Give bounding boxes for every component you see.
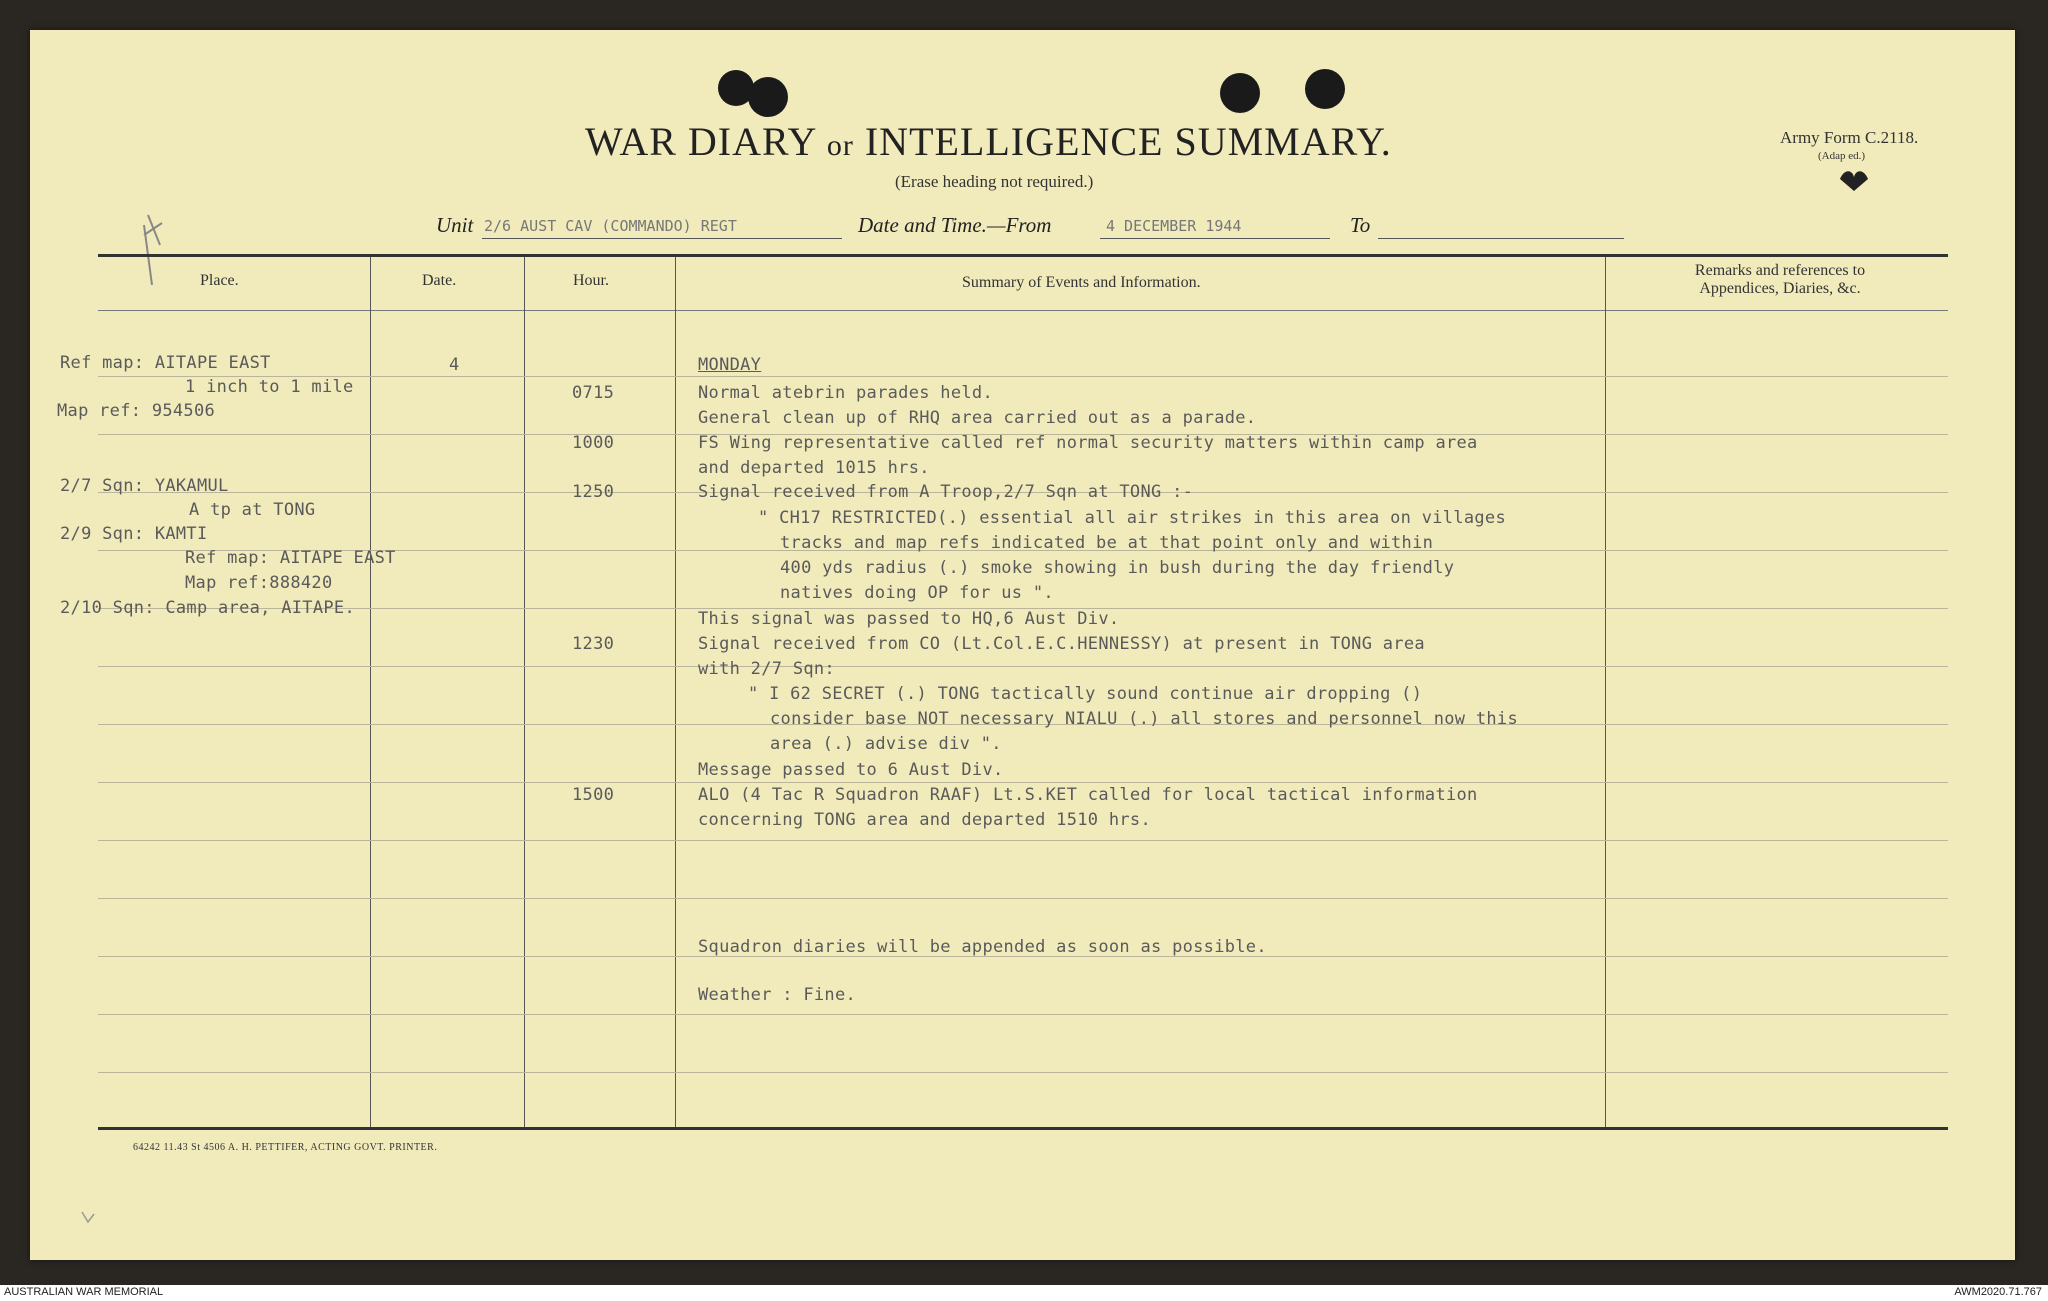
summary-line: Message passed to 6 Aust Div. xyxy=(698,760,1004,780)
punch-hole xyxy=(1220,73,1260,113)
summary-line: Squadron diaries will be appended as soon as possible. xyxy=(698,937,1267,957)
place-entry: Ref map: AITAPE EAST xyxy=(60,353,271,373)
place-entry: Ref map: AITAPE EAST xyxy=(185,548,396,568)
date-entry: 4 xyxy=(449,355,460,375)
summary-line: Weather : Fine. xyxy=(698,985,857,1005)
summary-line: ALO (4 Tac R Squadron RAAF) Lt.S.KET called for local tactical information xyxy=(698,785,1478,805)
place-entry: 2/7 Sqn: YAKAMUL xyxy=(60,476,229,496)
unit-label: Unit xyxy=(436,213,474,237)
pencil-tick xyxy=(78,1208,98,1228)
col-date: Date. xyxy=(422,272,457,289)
summary-line: Normal atebrin parades held. xyxy=(698,383,993,403)
summary-line: Signal received from A Troop,2/7 Sqn at TONG :- xyxy=(698,482,1194,502)
army-form-number: Army Form C.2118. xyxy=(1780,128,1919,147)
date-label: Date and Time.—From xyxy=(858,213,1052,237)
col-remarks: Remarks and references to Appendices, Diaries, &c. xyxy=(1694,262,1866,297)
form-title: WAR DIARY or INTELLIGENCE SUMMARY. xyxy=(585,119,1392,164)
place-entry: Map ref: 954506 xyxy=(57,401,216,421)
place-entry: 2/9 Sqn: KAMTI xyxy=(60,524,208,544)
summary-line: Signal received from CO (Lt.Col.E.C.HENNESSY) at present in TONG area xyxy=(698,634,1425,654)
crest-stamp xyxy=(1836,165,1872,193)
unit-value: 2/6 AUST CAV (COMMANDO) REGT xyxy=(484,217,737,235)
hour-entry: 1250 xyxy=(572,482,615,502)
summary-line: consider base NOT necessary NIALU (.) all stores and personnel now this xyxy=(770,709,1518,729)
col-hour: Hour. xyxy=(573,272,609,289)
summary-line: MONDAY xyxy=(698,355,762,375)
summary-line: " CH17 RESTRICTED(.) essential all air strikes in this area on villages xyxy=(758,508,1506,528)
summary-line: concerning TONG area and departed 1510 hrs. xyxy=(698,810,1151,830)
summary-line: area (.) advise div ". xyxy=(770,734,1002,754)
punch-hole xyxy=(748,77,788,117)
archive-ref: AWM2020.71.767 xyxy=(1954,1286,2042,1298)
table-bottom-rule xyxy=(98,1127,1948,1130)
date-value: 4 DECEMBER 1944 xyxy=(1106,217,1242,235)
place-entry: Map ref:888420 xyxy=(185,573,333,593)
pencil-mark xyxy=(138,205,168,295)
place-entry: 1 inch to 1 mile xyxy=(185,377,354,397)
archive-footer xyxy=(0,1285,2048,1301)
summary-line: 400 yds radius (.) smoke showing in bush during the day friendly xyxy=(780,558,1455,578)
summary-line: " I 62 SECRET (.) TONG tactically sound continue air dropping () xyxy=(748,684,1423,704)
summary-line: natives doing OP for us ". xyxy=(780,583,1054,603)
summary-line: tracks and map refs indicated be at that point only and within xyxy=(780,533,1434,553)
col-summary: Summary of Events and Information. xyxy=(962,274,1201,291)
adap-note: (Adap ed.) xyxy=(1818,150,1866,162)
col-place: Place. xyxy=(200,272,239,289)
summary-line: with 2/7 Sqn: xyxy=(698,659,835,679)
summary-line: General clean up of RHQ area carried out as a parade. xyxy=(698,408,1257,428)
printer-imprint: 64242 11.43 St 4506 A. H. PETTIFER, ACTING GOVT. PRINTER. xyxy=(133,1142,438,1153)
table-header-rule xyxy=(98,310,1948,311)
form-subtitle: (Erase heading not required.) xyxy=(895,172,1094,191)
place-entry: 2/10 Sqn: Camp area, AITAPE. xyxy=(60,598,355,618)
hour-entry: 1500 xyxy=(572,785,615,805)
summary-line: and departed 1015 hrs. xyxy=(698,458,930,478)
hour-entry: 1000 xyxy=(572,433,615,453)
table-top-rule xyxy=(98,254,1948,257)
hour-entry: 0715 xyxy=(572,383,615,403)
summary-line: This signal was passed to HQ,6 Aust Div. xyxy=(698,609,1120,629)
archive-name: AUSTRALIAN WAR MEMORIAL xyxy=(4,1286,164,1298)
summary-line: FS Wing representative called ref normal security matters within camp area xyxy=(698,433,1478,453)
place-entry: A tp at TONG xyxy=(189,500,316,520)
hour-entry: 1230 xyxy=(572,634,615,654)
to-label: To xyxy=(1350,213,1371,237)
punch-hole xyxy=(1305,69,1345,109)
